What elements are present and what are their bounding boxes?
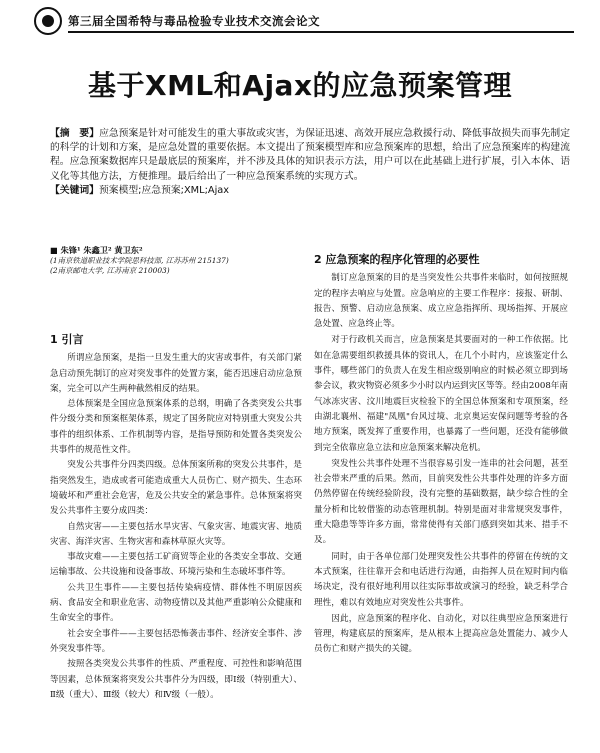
section-1-paragraph: 按照各类突发公共事件的性质、严重程度、可控性和影响范围等因素，总体预案将突发公共事件分为四级，即Ⅰ级（特别重大）、Ⅱ级（重大）、Ⅲ级（较大）和Ⅳ级（一般）。 [50, 659, 302, 700]
section-1-heading: 1 引言 [50, 333, 84, 346]
author-names: ■ 朱锋¹ 朱鑫卫² 黄卫东² [50, 245, 143, 255]
author-block [50, 244, 302, 276]
section-1-paragraph: 突发公共事件分四类四级。总体预案所称的突发公共事件，是指突然发生，造成或者可能造成重大人员伤亡、财产损失、生态环境破坏和严重社会危害，危及公共安全的紧急事件。总体预案将突发公共事件主要分成四类： [50, 460, 302, 517]
section-1-paragraph: 社会安全事件——主要包括恐怖袭击事件、经济安全事件、涉外突发事件等。 [50, 628, 302, 654]
left-column [50, 244, 302, 703]
section-1-paragraph: 所谓应急预案，是指一旦发生重大的灾害或事件，有关部门紧急启动预先制订的应对突发事件的处置方案，能否迅速启动应急预案，完全可以产生两种截然相反的结果。 [50, 353, 302, 394]
section-1-paragraph: 总体预案是全国应急预案体系的总纲，明确了各类突发公共事件分级分类和预案框架体系，规定了国务院应对特别重大突发公共事件的组织体系、工作机制等内容，是指导预防和处置各类突发公共事件的规范性文件。 [50, 399, 302, 456]
abstract-label: 【摘 要】 [50, 128, 100, 139]
paper-title: 基于XML和Ajax的应急预案管理 [87, 69, 513, 102]
section-2-paragraph: 制订应急预案的目的是当突发性公共事件来临时，如何按照规定的程序去响应与处置。应急响应的主要工作程序：接报、研制、报告、预警、启动应急预案、成立应急指挥所、现场指挥、开展应急处置、应急终止等。 [314, 273, 568, 330]
section-2-paragraph: 同时，由于各单位部门处理突发性公共事件的停留在传统的文本式预案，往往靠开会和电话进行沟通，由指挥人员在短时间内临场决定，没有很好地利用以往实际事故或演习的经验，缺乏科学合理性，难以有效地应对突发性公共事件。 [314, 551, 568, 608]
affiliation-1: (1南京铁道职业技术学院思科技部, 江苏苏州 215137) [50, 256, 229, 265]
abstract-text: 应急预案是针对可能发生的重大事故或灾害，为保证迅速、高效开展应急救援行动、降低事故损失而事先制定的科学的计划和方案，是应急处置的重要依据。本文提出了预案模型库和应急预案库的思想，给出了应急预案库的构建流程。应急预案数据库只是最底层的预案库，并不涉及具体的知识表示方法，用户可以在此基础上进行扩展，引入本体、语义化等其他方法，方便推理。最后给出了一种应急预案系统的实现方式。 [50, 128, 571, 182]
keywords-text: 预案模型;应急预案;XML;Ajax [98, 184, 230, 196]
section-2-paragraph: 突发性公共事件处理不当很容易引发一连串的社会问题，甚至社会带来严重的后果。然而，目前突发性公共事件处理的许多方面仍然停留在传统经验阶段，没有完整的基础数据，缺少综合性的全量分析和比较借鉴的动态管理机制。特别是面对非常规突发事件，重大隐患等等许多方面，常常使得有关部门感到突如其来、措手不及。 [314, 458, 568, 546]
running-head: 第三届全国希特与毒品检验专业技术交流会论文 [68, 14, 320, 28]
section-1-paragraph: 公共卫生事件——主要包括传染病疫情、群体性不明原因疾病、食品安全和职业危害、动物疫情以及其他严重影响公众健康和生命安全的事件。 [50, 582, 302, 624]
section-2-paragraph: 对于行政机关而言，应急预案是其要面对的一种工作依据。比如在急需要组织救援具体的资讯人，在几个小时内，应该鉴定什么事件，哪些部门的负责人在发生相应级别响应的时候必须立即到场参会议，救灾物资必须多少小时以内运到灾区等等。经由2008年南气冰冻灾害、汶川地震巨灾检验下的全国总体预案和专项预案，经由湖北襄州、福建"凤凰"台风过境、北京奥运安保问题等考验的各地方预案，既发挥了重要作用，也暴露了一些问题，还没有能够做到完全依靠应急立法和应急预案来解决危机。 [314, 335, 568, 453]
affiliation-2: (2南京邮电大学, 江苏南京 210003) [50, 266, 170, 275]
section-1-paragraph: 事故灾难——主要包括工矿商贸等企业的各类安全事故、交通运输事故、公共设施和设备事故、环境污染和生态破坏事件等。 [50, 552, 302, 578]
section-2-paragraph: 因此，应急预案的程序化、自动化，对以往典型应急预案进行管理，构建底层的预案库，是从根本上提高应急处置能力、减少人员伤亡和财产损失的关键。 [314, 613, 568, 655]
section-1-paragraph: 自然灾害——主要包括水旱灾害、气象灾害、地震灾害、地质灾害、海洋灾害、生物灾害和森林草原火灾等。 [50, 521, 302, 547]
header-rule [68, 31, 574, 33]
keywords-label: 【关键词】 [50, 184, 99, 196]
abstract-block [50, 127, 570, 198]
page-header [34, 7, 574, 37]
section-2-heading: 2 应急预案的程序化管理的必要性 [314, 253, 480, 266]
right-column [314, 252, 568, 658]
conference-logo-icon [34, 7, 62, 35]
